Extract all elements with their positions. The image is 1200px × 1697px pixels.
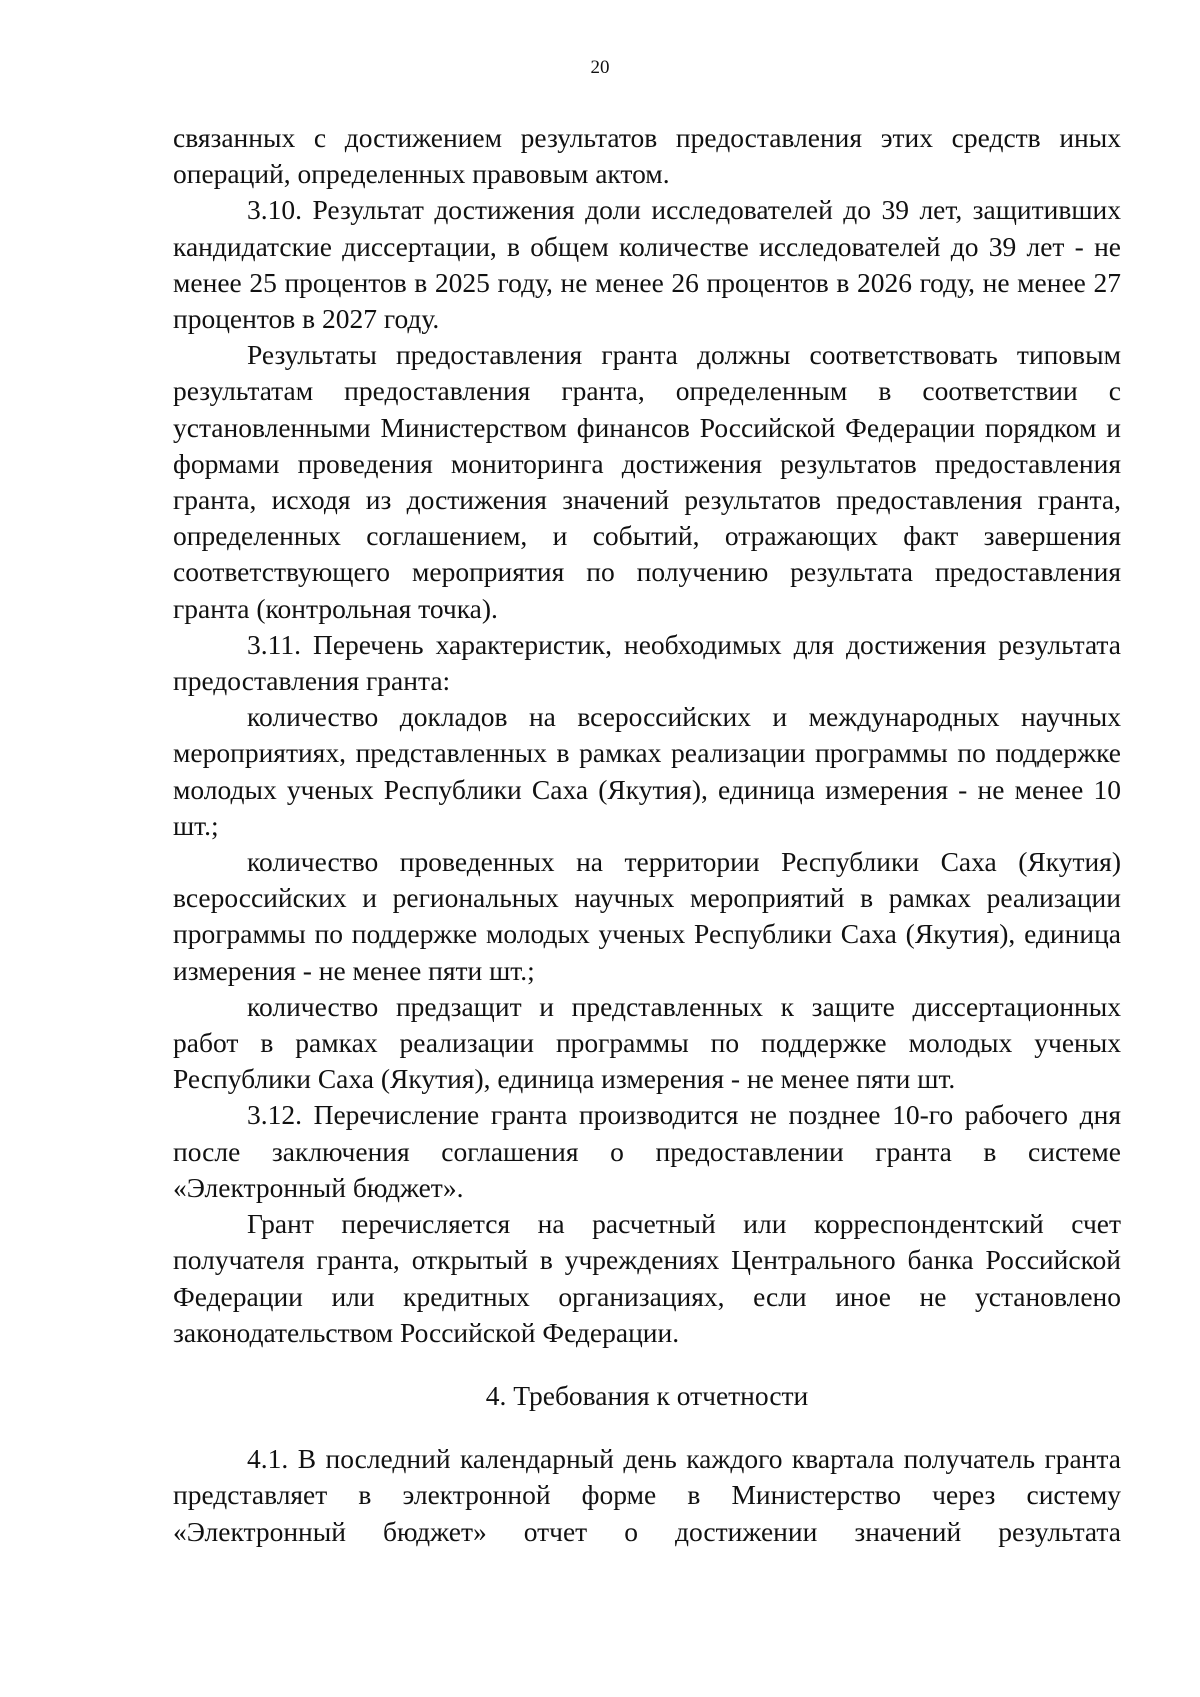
page-number: 20: [590, 57, 610, 78]
section-heading: 4. Требования к отчетности: [485, 1379, 809, 1411]
paragraph-events-count: количество проведенных на территории Республики Саха (Якутия) всероссийских и региональных научных мероприятий в рамках реализации программы по поддержке молодых ученых Республики Саха (Якутия), единица измерения - не менее пяти шт.;: [173, 846, 1121, 986]
paragraph-results-compliance: Результаты предоставления гранта должны соответствовать типовым результатам предоставления гранта, определенным в соответствии с установленными Министерством финансов Российской Федерации порядком и формами проведения мониторинга достижения результатов предоставления гранта, исходя из достижения значений результатов предоставления гранта, определенных соглашением, и событий, отражающих факт завершения соответствующего мероприятия по получению результата предоставления гранта (контрольная точка).: [173, 339, 1121, 624]
document-body: [173, 120, 1121, 1550]
paragraph-continuation: связанных с достижением результатов предоставления этих средств иных операций, определенных правовым актом.: [173, 122, 1121, 190]
paragraph-dissertations-count: количество предзащит и представленных к защите диссертационных работ в рамках реализации программы по поддержке молодых ученых Республики Саха (Якутия), единица измерения - не менее пяти шт.: [173, 990, 1121, 1095]
paragraph-reports-count: количество докладов на всероссийских и международных научных мероприятиях, представленных в рамках реализации программы по поддержке молодых ученых Республики Саха (Якутия), единица измерения - не менее 10 шт.;: [173, 701, 1121, 841]
paragraph-3-11: 3.11. Перечень характеристик, необходимых для достижения результата предоставления гранта:: [173, 628, 1121, 697]
paragraph-3-10: 3.10. Результат достижения доли исследователей до 39 лет, защитивших кандидатские диссертации, в общем количестве исследователей до 39 лет - не менее 25 процентов в 2025 году, не менее 26 процентов в 2026 году, не менее 27 процентов в 2027 году.: [173, 194, 1121, 335]
paragraph-3-12: 3.12. Перечисление гранта производится не позднее 10-го рабочего дня после заключения соглашения о предоставлении гранта в системе «Электронный бюджет».: [173, 1099, 1121, 1203]
paragraph-grant-transfer: Грант перечисляется на расчетный или корреспондентский счет получателя гранта, открытый в учреждениях Центрального банка Российской Федерации или кредитных организациях, если иное не установлено законодательством Российской Федерации.: [173, 1208, 1121, 1348]
paragraph-4-1: 4.1. В последний календарный день каждого квартала получатель гранта представляет в электронной форме в Министерство через систему «Электронный бюджет» отчет о достижении значений результата: [173, 1443, 1121, 1547]
